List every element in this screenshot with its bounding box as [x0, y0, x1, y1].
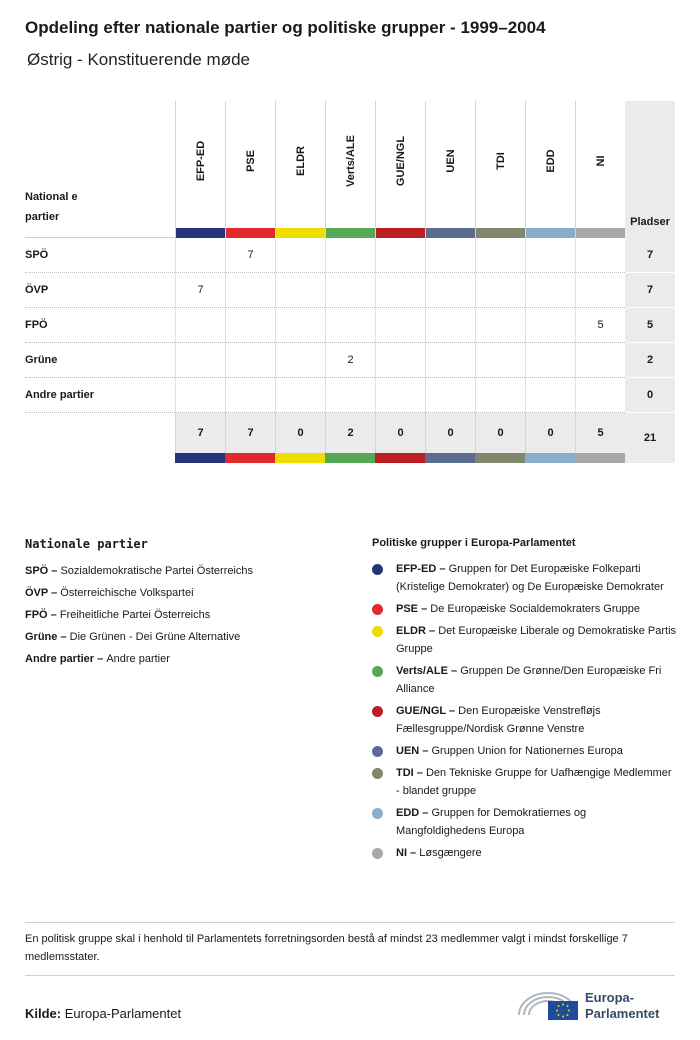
seat-cell [475, 378, 525, 413]
group-color-bar [326, 228, 375, 238]
separator: – [413, 767, 426, 779]
group-total-cell: 7 [225, 413, 275, 453]
divider [25, 922, 675, 923]
party-full-name: Die Grünen - Dei Grüne Alternative [69, 631, 241, 643]
group-color-bar [525, 453, 575, 463]
group-color-bar [425, 453, 475, 463]
seat-cell [525, 308, 575, 343]
group-code: EFP-ED [396, 563, 437, 575]
parliament-hemicycle-icon [515, 985, 581, 1021]
seat-cell [275, 308, 325, 343]
group-column-header [175, 101, 225, 238]
footnote: En politisk gruppe skal i henhold til Parlamentets forretningsorden bestå af mindst 23 medlemmer valgt i mindst forskellige 7 medlemsstater. [25, 933, 628, 963]
group-color-dot [372, 808, 383, 819]
political-group-legend-item [372, 560, 677, 596]
group-code-label: GUE/NGL [394, 135, 407, 187]
group-total-cell: 2 [325, 413, 375, 453]
group-code: Verts/ALE [396, 665, 448, 677]
separator: – [447, 665, 461, 677]
group-full-name: Gruppen De Grønne/Den Europæiske Fri Alliance [396, 665, 662, 695]
seat-cell [375, 343, 425, 378]
political-group-legend-item [372, 702, 677, 738]
seat-cell [275, 238, 325, 273]
political-group-legend-item [372, 622, 677, 658]
group-code-label: UEN [444, 149, 457, 173]
group-code: PSE [396, 603, 419, 615]
group-code-label: EFP-ED [194, 140, 207, 182]
political-groups-legend-title: Politiske grupper i Europa-Parlamentet [372, 537, 576, 549]
group-column-header [575, 101, 625, 238]
group-full-name: Gruppen for Det Europæiske Folkeparti (Kristelige Demokrater) og De Europæiske Demokrater [396, 563, 664, 593]
seat-cell [475, 238, 525, 273]
group-code: EDD [396, 807, 420, 819]
table-row [25, 378, 675, 413]
party-full-name: Freiheitliche Partei Österreichs [59, 609, 211, 621]
seat-cell [275, 378, 325, 413]
group-total-cell: 0 [275, 413, 325, 453]
group-code: ELDR [396, 625, 426, 637]
political-group-legend-item [372, 844, 677, 862]
seat-cell [575, 378, 625, 413]
separator: – [407, 847, 420, 859]
seat-cell [325, 238, 375, 273]
table-row [25, 238, 675, 273]
group-color-dot [372, 768, 383, 779]
party-code: Andre partier [25, 653, 95, 665]
source-value: Europa-Parlamentet [64, 1006, 182, 1021]
party-code: ÖVP [25, 587, 49, 599]
seat-cell [475, 273, 525, 308]
group-color-dot [372, 626, 383, 637]
group-total-cell: 7 [175, 413, 225, 453]
seat-cell [475, 343, 525, 378]
national-party-legend-item [25, 582, 355, 604]
party-full-name: Andre partier [106, 653, 170, 665]
table-header [25, 101, 675, 238]
political-groups-legend [372, 560, 677, 866]
group-column-header [525, 101, 575, 238]
row-seats-total: 7 [625, 273, 675, 308]
group-total-cell: 0 [475, 413, 525, 453]
seat-cell [525, 343, 575, 378]
seat-cell [475, 308, 525, 343]
national-parties-legend-title: Nationale partier [25, 537, 148, 551]
separator: – [419, 807, 432, 819]
seat-cell [425, 308, 475, 343]
seat-cell [525, 378, 575, 413]
group-color-bar [275, 453, 325, 463]
source-line [25, 1006, 181, 1021]
seat-cell [175, 238, 225, 273]
group-color-dot [372, 604, 383, 615]
seat-cell: 5 [575, 308, 625, 343]
party-name: Grüne [25, 354, 58, 366]
group-column-header [275, 101, 325, 238]
group-code-label: Verts/ALE [344, 135, 357, 187]
group-color-bar [426, 228, 475, 238]
political-group-legend-item [372, 600, 677, 618]
national-parties-column-label: National e partier [25, 191, 78, 223]
political-group-legend-item [372, 662, 677, 698]
separator: – [436, 563, 449, 575]
table-row [25, 308, 675, 343]
party-code: FPÖ [25, 609, 48, 621]
group-color-bar [225, 453, 275, 463]
seat-cell: 7 [225, 238, 275, 273]
row-seats-total: 0 [625, 378, 675, 413]
totals-row [25, 413, 675, 463]
group-color-bar [276, 228, 325, 238]
seat-cell [225, 343, 275, 378]
group-full-name: Det Europæiske Liberale og Demokratiske Partis Gruppe [396, 625, 677, 655]
seat-cell [525, 238, 575, 273]
group-color-bar [526, 228, 575, 238]
party-name: ÖVP [25, 284, 49, 296]
group-column-header [225, 101, 275, 238]
party-code: SPÖ [25, 565, 49, 577]
national-party-legend-item [25, 604, 355, 626]
group-code-label: TDI [494, 152, 507, 170]
group-color-bar [576, 228, 625, 238]
group-color-bar [226, 228, 275, 238]
group-code: UEN [396, 745, 420, 757]
seat-cell [325, 273, 375, 308]
group-column-header [475, 101, 525, 238]
separator: – [419, 745, 432, 757]
seat-cell: 7 [175, 273, 225, 308]
source-label: Kilde: [25, 1006, 62, 1021]
seat-cell: 2 [325, 343, 375, 378]
seat-cell [175, 378, 225, 413]
group-color-bar [375, 453, 425, 463]
group-code-label: ELDR [294, 146, 307, 176]
group-color-dot [372, 848, 383, 859]
divider [25, 975, 675, 976]
table-row [25, 273, 675, 308]
group-total-cell: 5 [575, 413, 625, 453]
logo-wordmark: Europa- Parlamentet [585, 990, 660, 1021]
party-name: Andre partier [25, 389, 95, 401]
group-code: TDI [396, 767, 414, 779]
group-code-label: NI [594, 155, 607, 167]
separator: – [47, 609, 60, 621]
row-seats-total: 2 [625, 343, 675, 378]
party-name: SPÖ [25, 249, 49, 261]
group-color-bar [175, 453, 225, 463]
party-name: FPÖ [25, 319, 48, 331]
group-column-header [375, 101, 425, 238]
table-body [25, 238, 675, 413]
seat-cell [325, 308, 375, 343]
seat-cell [425, 273, 475, 308]
group-color-dot [372, 666, 383, 677]
group-code-label: EDD [544, 149, 557, 173]
group-full-name: De Europæiske Socialdemokraters Gruppe [430, 603, 640, 615]
group-column-header [325, 101, 375, 238]
seat-cell [375, 308, 425, 343]
seat-cell [425, 378, 475, 413]
seat-cell [375, 238, 425, 273]
row-seats-total: 5 [625, 308, 675, 343]
separator: – [418, 603, 431, 615]
seat-cell [425, 343, 475, 378]
seat-cell [225, 378, 275, 413]
separator: – [57, 631, 70, 643]
table-row [25, 343, 675, 378]
national-party-legend-item [25, 626, 355, 648]
group-color-dot [372, 746, 383, 757]
row-seats-total: 7 [625, 238, 675, 273]
seat-cell [325, 378, 375, 413]
group-color-dot [372, 564, 383, 575]
group-total-cell: 0 [375, 413, 425, 453]
group-color-bar [575, 453, 625, 463]
group-total-cell: 0 [425, 413, 475, 453]
political-group-legend-item [372, 804, 677, 840]
separator: – [94, 653, 107, 665]
national-party-legend-item [25, 648, 355, 670]
seats-column-header [625, 101, 675, 238]
group-full-name: Den Tekniske Gruppe for Uafhængige Medlemmer - blandet gruppe [396, 767, 672, 797]
european-parliament-logo [515, 985, 680, 1025]
seat-cell [575, 343, 625, 378]
seat-cell [275, 273, 325, 308]
group-full-name: Gruppen Union for Nationernes Europa [431, 745, 623, 757]
seat-cell [175, 308, 225, 343]
group-color-bar [475, 453, 525, 463]
separator: – [48, 587, 61, 599]
group-column-header [425, 101, 475, 238]
group-full-name: Den Europæiske Venstrefløjs Fællesgruppe/Nordisk Grønne Venstre [396, 705, 601, 735]
party-code: Grüne [25, 631, 58, 643]
group-color-dot [372, 706, 383, 717]
group-color-bar [325, 453, 375, 463]
seats-label: Pladser [630, 216, 670, 228]
national-party-legend-item [25, 560, 355, 582]
national-parties-legend [25, 560, 355, 670]
separator: – [48, 565, 61, 577]
group-full-name: Gruppen for Demokratiernes og Mangfoldighedens Europa [396, 807, 587, 837]
grand-total: 21 [625, 413, 675, 463]
political-group-legend-item [372, 764, 677, 800]
page-subtitle: Østrig - Konstituerende møde [27, 50, 250, 69]
group-code-label: PSE [244, 149, 257, 173]
separator: – [445, 705, 459, 717]
group-code: GUE/NGL [396, 705, 446, 717]
party-full-name: Sozialdemokratische Partei Österreichs [60, 565, 254, 577]
seat-cell [425, 238, 475, 273]
seat-cell [525, 273, 575, 308]
seat-distribution-table [25, 101, 675, 463]
page-title: Opdeling efter nationale partier og politiske grupper - 1999–2004 [25, 18, 546, 37]
party-full-name: Österreichische Volkspartei [60, 587, 194, 599]
seat-cell [225, 308, 275, 343]
group-code: NI [396, 847, 407, 859]
seat-cell [575, 273, 625, 308]
seat-cell [575, 238, 625, 273]
political-group-legend-item [372, 742, 677, 760]
group-total-cell: 0 [525, 413, 575, 453]
seat-cell [375, 378, 425, 413]
group-color-bar [376, 228, 425, 238]
seat-cell [225, 273, 275, 308]
separator: – [425, 625, 439, 637]
seat-cell [275, 343, 325, 378]
seat-cell [175, 343, 225, 378]
group-full-name: Løsgængere [419, 847, 482, 859]
group-color-bar [476, 228, 525, 238]
group-color-bar [176, 228, 225, 238]
seat-cell [375, 273, 425, 308]
